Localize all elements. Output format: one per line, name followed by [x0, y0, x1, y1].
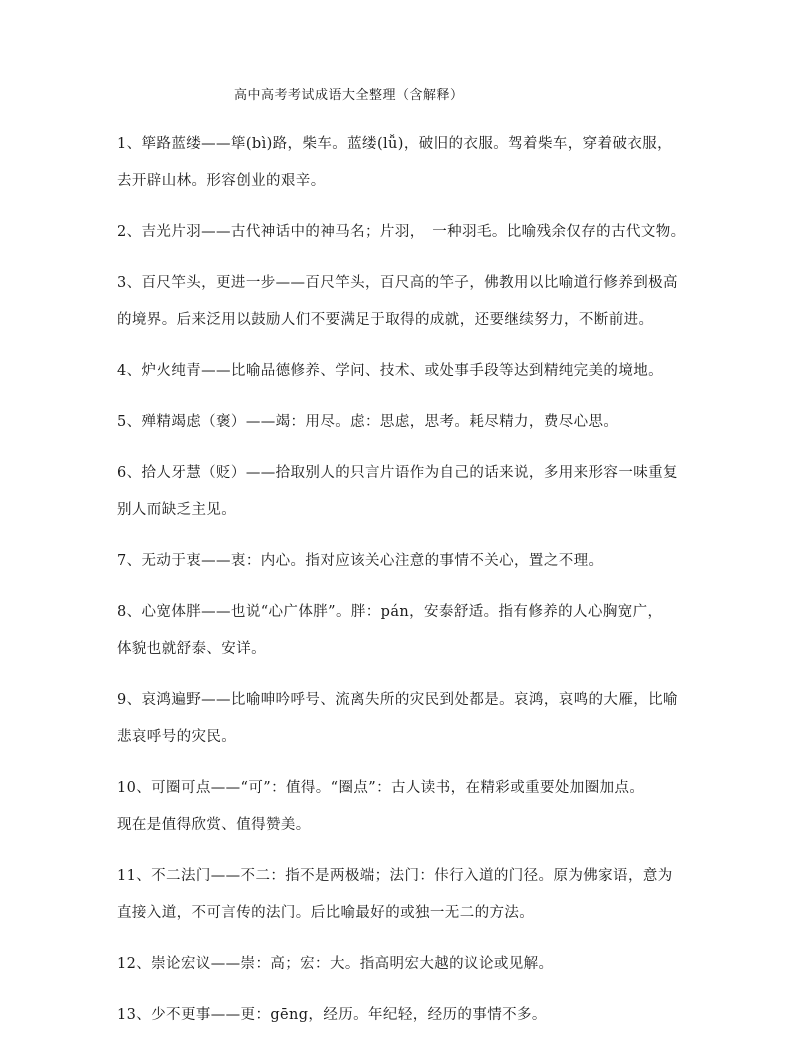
- idiom-entry-line: 11、不二法门——不二：指不是两极端；法门：佧行入道的门径。原为佛家语，意为: [117, 868, 673, 884]
- idiom-entry: [117, 997, 697, 1034]
- idiom-entry-line: 12、崇论宏议——崇：高；宏：大。指高明宏大越的议论或见解。: [117, 956, 554, 972]
- idiom-entry-line: 1、筚路蓝缕——筚(bì)路，柴车。蓝缕(lǚ)，破旧的衣服。驾着柴车，穿着破衣服，: [117, 136, 673, 152]
- idiom-entry: [117, 858, 697, 932]
- idiom-entry: [117, 126, 697, 200]
- idiom-entry: [117, 594, 697, 668]
- idiom-entry-line: 9、哀鸿遍野——比喻呻吟呼号、流离失所的灾民到处都是。哀鸿，哀鸣的大雁，比喻: [117, 692, 678, 708]
- idiom-entry-line: 4、炉火纯青——比喻品德修养、学问、技术、或处事手段等达到精纯完美的境地。: [117, 363, 664, 379]
- idiom-entry: [117, 682, 697, 756]
- idiom-entry: [117, 770, 697, 844]
- idiom-entry: [117, 543, 697, 580]
- page-title: 高中高考考试成语大全整理（含解释）: [234, 88, 464, 103]
- idiom-entry-line: 的境界。后来泛用以鼓励人们不要满足于取得的成就，还要继续努力，不断前进。: [117, 312, 654, 328]
- idiom-entry-line: 3、百尺竿头，更进一步——百尺竿头，百尺高的竿子，佛教用以比喻道行修养到极高: [117, 275, 678, 291]
- idiom-entry-line: 别人而缺乏主见。: [117, 502, 237, 518]
- idiom-entry-line: 13、少不更事——更：gēng，经历。年纪轻，经历的事情不多。: [117, 1007, 547, 1023]
- idiom-entry-line: 5、殚精竭虑（褒）——竭：用尽。虑：思虑，思考。耗尽精力，费尽心思。: [117, 414, 619, 430]
- idiom-entry-line: 8、心宽体胖——也说“心广体胖”。胖：pán，安泰舒适。指有修养的人心胸宽广，: [117, 604, 663, 620]
- idiom-entry: [117, 214, 697, 251]
- idiom-entry-line: 7、无动于衷——衷：内心。指对应该关心注意的事情不关心，置之不理。: [117, 553, 604, 569]
- idiom-entry: [117, 946, 697, 983]
- idiom-entry-line: 10、可圈可点——“可”：值得。“圈点”：古人读书，在精彩或重要处加圈加点。: [117, 780, 645, 796]
- idiom-entry-line: 悲哀呼号的灾民。: [117, 729, 237, 745]
- idiom-entry: [117, 455, 697, 529]
- idiom-entry-line: 直接入道，不可言传的法门。后比喻最好的或独一无二的方法。: [117, 905, 535, 921]
- idiom-entry: [117, 404, 697, 441]
- idiom-entry-line: 6、拾人牙慧（贬）——拾取别人的只言片语作为自己的话来说，多用来形容一味重复: [117, 465, 678, 481]
- idiom-list: [117, 126, 697, 1048]
- idiom-entry-line: 现在是值得欣赏、值得赞美。: [117, 817, 311, 833]
- idiom-entry: [117, 265, 697, 339]
- idiom-entry-line: 去开辟山林。形容创业的艰辛。: [117, 173, 326, 189]
- idiom-entry: [117, 353, 697, 390]
- idiom-entry-line: 2、吉光片羽——古代神话中的神马名；片羽， 一种羽毛。比喻残余仅存的古代文物。: [117, 224, 686, 240]
- idiom-entry-line: 体貌也就舒泰、安详。: [117, 641, 266, 657]
